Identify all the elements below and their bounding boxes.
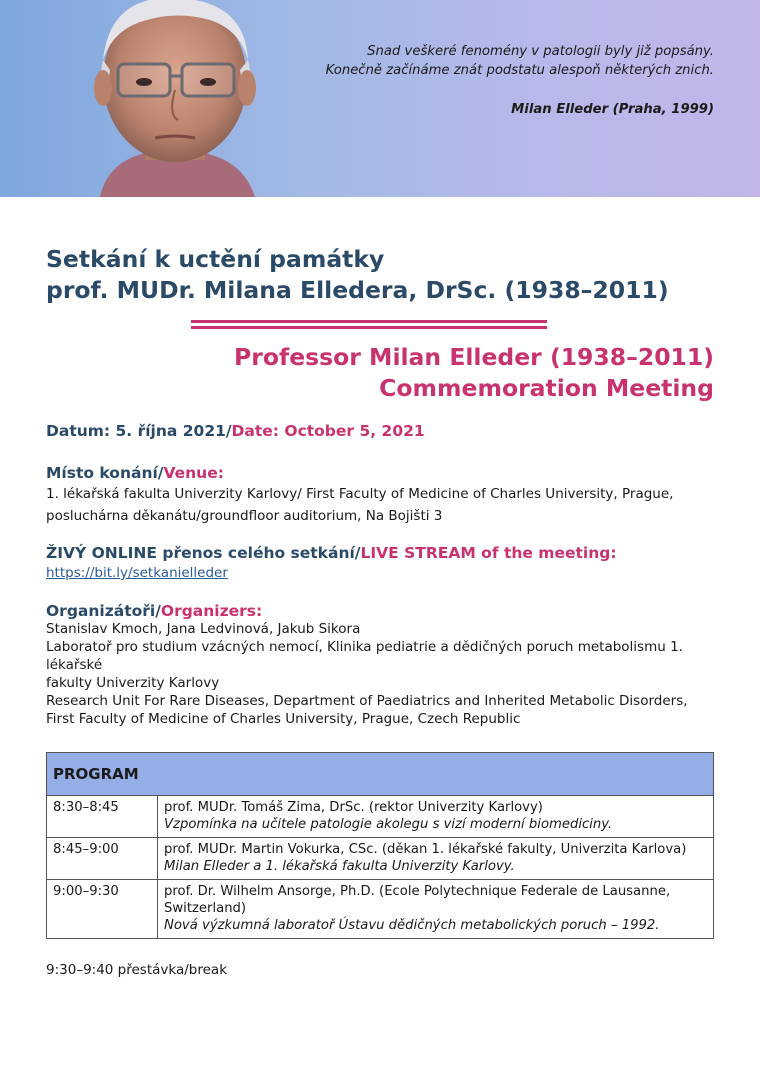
date-czech: Datum: 5. října 2021/ xyxy=(46,422,232,440)
organizers-unit-cz-line-2: fakulty Univerzity Karlovy xyxy=(46,675,220,691)
venue-label xyxy=(46,464,726,482)
program-talk-title: Vzpomínka na učitele patologie akolegu s vizí moderní biomediciny. xyxy=(164,817,613,832)
quote xyxy=(284,42,714,119)
program-header-row xyxy=(47,753,714,796)
program-speaker: prof. MUDr. Martin Vokurka, CSc. (děkan 1. lékařské fakulty, Univerzita Karlova) xyxy=(164,842,687,857)
organizers-section xyxy=(46,602,726,728)
venue-section xyxy=(46,464,726,525)
program-speaker: prof. MUDr. Tomáš Zima, DrSc. (rektor Univerzity Karlovy) xyxy=(164,800,543,815)
title-english-line-2: Commemoration Meeting xyxy=(379,374,714,402)
program-speaker-continued: Switzerland) xyxy=(164,901,247,916)
break-note: 9:30–9:40 přestávka/break xyxy=(46,962,228,978)
program-table xyxy=(46,752,714,939)
date-label xyxy=(46,422,726,440)
stream-label xyxy=(46,544,726,562)
venue-line-1: 1. lékařská fakulta Univerzity Karlovy/ First Faculty of Medicine of Charles University, Prague, xyxy=(46,486,674,502)
program-header: PROGRAM xyxy=(47,753,714,796)
program-time: 8:45–9:00 xyxy=(47,838,158,880)
divider-line-bottom xyxy=(191,326,547,329)
organizers-unit-en-line-2: First Faculty of Medicine of Charles University, Prague, Czech Republic xyxy=(46,711,521,727)
table-row xyxy=(47,796,714,838)
program-speaker: prof. Dr. Wilhelm Ansorge, Ph.D. (Ecole Polytechnique Federale de Lausanne, xyxy=(164,884,671,899)
organizers-names: Stanislav Kmoch, Jana Ledvinová, Jakub Sikora xyxy=(46,621,361,637)
venue-label-english: Venue: xyxy=(163,464,224,482)
header-banner xyxy=(0,0,760,197)
title-english xyxy=(114,342,714,404)
program-details xyxy=(158,880,714,939)
stream-label-english: LIVE STREAM of the meeting: xyxy=(360,544,617,562)
table-row xyxy=(47,880,714,939)
organizers-label-czech: Organizátoři/ xyxy=(46,602,161,620)
venue-line-2: posluchárna děkanátu/groundfloor auditorium, Na Bojišti 3 xyxy=(46,508,443,524)
quote-line-2: Konečně začínáme znát podstatu alespoň některých znich. xyxy=(325,63,714,78)
date-english: Date: October 5, 2021 xyxy=(231,422,425,440)
program-talk-title: Milan Elleder a 1. lékařská fakulta Univerzity Karlovy. xyxy=(164,859,515,874)
title-czech-line-2: prof. MUDr. Milana Elledera, DrSc. (1938–2011) xyxy=(46,276,669,304)
stream-section xyxy=(46,544,726,582)
title-czech-line-1: Setkání k uctění památky xyxy=(46,245,385,273)
table-row xyxy=(47,838,714,880)
title-english-line-1: Professor Milan Elleder (1938–2011) xyxy=(234,343,714,371)
program-details xyxy=(158,838,714,880)
organizers-unit-en-line-1: Research Unit For Rare Diseases, Department of Paediatrics and Inherited Metabolic Disorders, xyxy=(46,693,688,709)
date-section xyxy=(46,422,726,440)
quote-author: Milan Elleder (Praha, 1999) xyxy=(511,102,714,117)
stream-link[interactable]: https://bit.ly/setkanielleder xyxy=(46,565,228,581)
divider-line-top xyxy=(191,320,547,323)
stream-label-czech: ŽIVÝ ONLINE přenos celého setkání/ xyxy=(46,544,361,562)
title-czech xyxy=(46,244,726,306)
quote-line-1: Snad veškeré fenomény v patologii byly již popsány. xyxy=(367,44,714,59)
organizers-unit-cz-line-1: Laboratoř pro studium vzácných nemocí, Klinika pediatrie a dědičných poruch metabolismu 1. lékařské xyxy=(46,639,683,673)
program-talk-title: Nová výzkumná laboratoř Ústavu dědičných metabolických poruch – 1992. xyxy=(164,918,660,933)
program-time: 8:30–8:45 xyxy=(47,796,158,838)
program-details xyxy=(158,796,714,838)
venue-label-czech: Místo konání/ xyxy=(46,464,164,482)
portrait-photo xyxy=(40,0,310,197)
organizers-label-english: Organizers: xyxy=(160,602,263,620)
program-time: 9:00–9:30 xyxy=(47,880,158,939)
organizers-label xyxy=(46,602,726,620)
